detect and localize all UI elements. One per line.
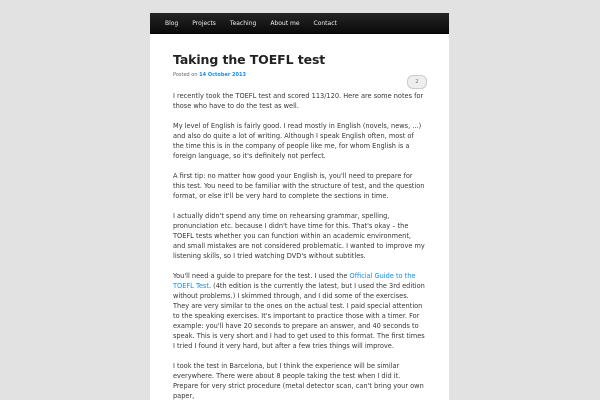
top-nav: [150, 13, 449, 34]
nav-item-about-me[interactable]: About me: [270, 19, 300, 27]
page: [150, 13, 449, 400]
paragraph: [173, 271, 425, 351]
post-title[interactable]: Taking the TOEFL test: [173, 52, 326, 67]
paragraph: I recently took the TOEFL test and scored 113/120. Here are some notes for those who have to do the test as well.: [173, 92, 424, 110]
post-meta: [173, 72, 426, 78]
paragraph-text: You'll need a guide to prepare for the test. I used the: [173, 272, 350, 280]
posted-on-label: Posted on: [173, 72, 198, 78]
post-body: [173, 91, 425, 400]
paragraph-text: . (4th edition is the currently the latest, but I used the 3rd edition without problems.) I skimmed through, and I did some of the exercises. They are very similar to the ones on the actual test. I paid special attention to the speaking exercises. It's important to practice those with a timer. For example: you'll have 20 seconds to prepare an answer, and 40 seconds to speak. This is very short and I had to get used to this format. The first times I tried I found it very hard, but after a few tries things will improve.: [173, 282, 425, 350]
nav-item-projects[interactable]: Projects: [192, 19, 216, 27]
post: [150, 34, 449, 400]
paragraph: My level of English is fairly good. I read mostly in English (novels, news, ...) and also do quite a lot of writing. Although I speak English often, most of the time this is in the company of people like me, for whom English is a foreign language, so it's definitely not perfect.: [173, 122, 422, 160]
paragraph: A first tip: no matter how good your English is, you'll need to prepare for this test. You need to be familiar with the structure of test, and the question format, or else it'll be very hard to complete the sections in time.: [173, 172, 425, 200]
nav-item-blog[interactable]: Blog: [165, 19, 179, 27]
nav-item-teaching[interactable]: Teaching: [229, 19, 257, 27]
paragraph: I took the test in Barcelona, but I think the experience will be similar everywhere. There were about 8 people taking the test when I did it. Prepare for very strict procedure (metal detector scan, can't bring your own paper,: [173, 362, 424, 400]
post-date-link[interactable]: 14 October 2013: [199, 72, 246, 78]
nav-item-contact[interactable]: Contact: [313, 19, 337, 27]
official-guide-link[interactable]: Official Guide to the TOEFL Test: [173, 272, 416, 290]
paragraph: I actually didn't spend any time on rehearsing grammar, spelling, pronunciation etc. because I didn't have time for this. That's okay – the TOEFL tests whether you can function within an academic environment, and small mistakes are not considered problematic. I wanted to improve my listening skills, so I tried watching DVD's without subtitles.: [173, 212, 425, 260]
comment-count-bubble[interactable]: 2: [407, 75, 427, 89]
